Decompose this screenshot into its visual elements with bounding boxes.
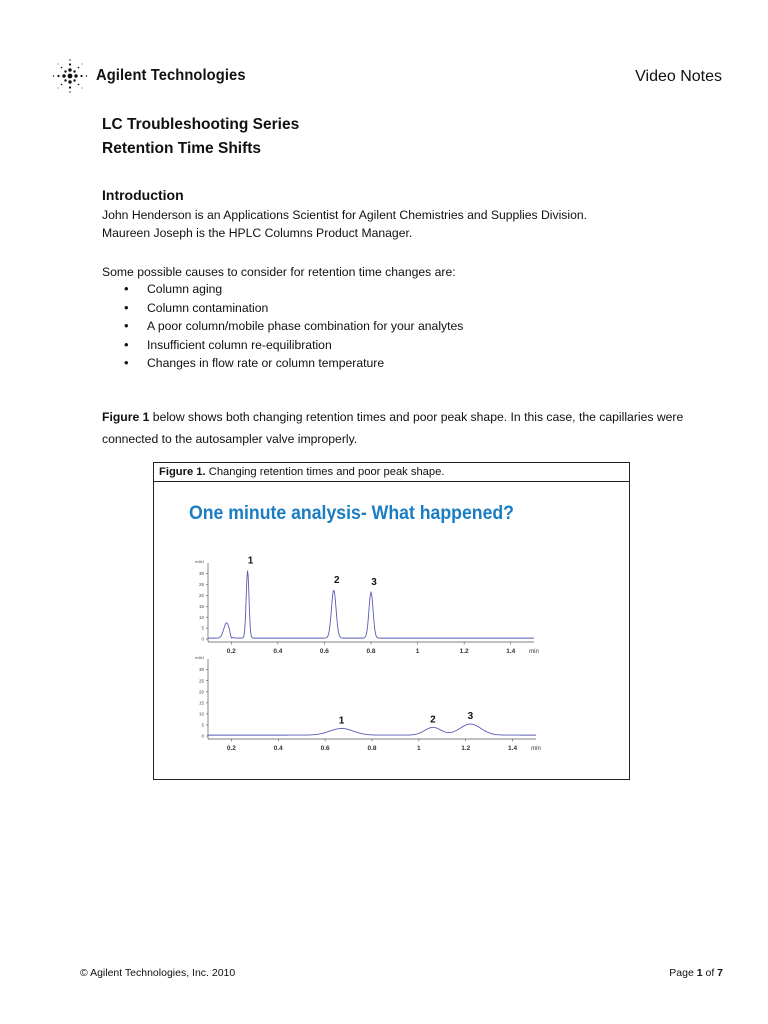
list-item: • Insufficient column re-equilibration [102, 336, 463, 355]
x-tick-label: 1.2 [459, 648, 469, 655]
list-item: • Column contamination [102, 299, 463, 318]
list-item: • A poor column/mobile phase combination for your analytes [102, 317, 463, 336]
y-tick-label: 30 [198, 571, 204, 577]
figure-caption-text: Changing retention times and poor peak shape. [205, 466, 445, 478]
y-tick-label: 20 [198, 592, 204, 598]
footer-copyright: © Agilent Technologies, Inc. 2010 [80, 967, 236, 979]
y-tick-label: 10 [198, 614, 204, 620]
page-current: 1 [696, 967, 703, 979]
x-axis-label: min [529, 649, 539, 655]
of-word: of [702, 967, 718, 979]
x-tick-label: 0.2 [226, 648, 236, 655]
x-tick-label: 0.4 [273, 648, 283, 655]
y-tick-label: 20 [198, 689, 204, 695]
figure-1-box [153, 462, 630, 780]
page-total: 7 [717, 967, 723, 979]
peak-label: 3 [467, 710, 474, 722]
topic-title: Retention Time Shifts [102, 140, 262, 157]
x-tick-label: 0.6 [320, 745, 330, 752]
list-item: • Changes in flow rate or column temperature [102, 354, 463, 373]
figure-heading: One minute analysis- What happened? [189, 503, 514, 524]
list-item: • Column aging [102, 280, 463, 299]
series-trace [208, 724, 536, 735]
x-tick-label: 0.2 [226, 745, 236, 752]
figure-caption-bold: Figure 1. [159, 466, 206, 478]
x-tick-label: 1.4 [508, 745, 518, 752]
page-word: Page [669, 967, 697, 979]
x-tick-label: 1.2 [461, 745, 471, 752]
y-tick-label: 25 [198, 678, 204, 684]
causes-list [102, 280, 463, 373]
x-tick-label: 0.6 [319, 648, 329, 655]
intro-paragraph [102, 206, 587, 242]
x-axis-label: min [531, 746, 541, 752]
figure-reference-paragraph [102, 406, 702, 450]
agilent-spark-icon [50, 58, 90, 94]
figure-ref-bold: Figure 1 [102, 410, 150, 424]
company-name: Agilent Technologies [96, 67, 246, 84]
chromatogram-plots [154, 463, 629, 779]
series-title: LC Troubleshooting Series [102, 116, 300, 133]
intro-line-2: Maureen Joseph is the HPLC Columns Product Manager. [102, 226, 413, 240]
intro-heading: Introduction [102, 187, 184, 203]
y-axis-label: mAU [195, 559, 204, 564]
y-axis-label: mAU [195, 655, 204, 660]
y-tick-label: 15 [198, 700, 204, 706]
causes-lead: Some possible causes to consider for retention time changes are: [102, 265, 456, 279]
y-tick-label: 0 [201, 733, 204, 739]
peak-label: 1 [338, 715, 345, 727]
x-tick-label: 1 [417, 745, 421, 752]
peak-label: 2 [333, 575, 340, 586]
y-tick-label: 5 [201, 722, 204, 728]
y-tick-label: 10 [198, 711, 204, 717]
x-tick-label: 0.4 [273, 745, 283, 752]
x-tick-label: 0.8 [367, 745, 377, 752]
x-tick-label: 1.4 [506, 648, 516, 655]
footer-page-number [669, 967, 723, 979]
intro-line-1: John Henderson is an Applications Scientist for Agilent Chemistries and Supplies Division. [102, 208, 588, 222]
x-tick-label: 0.8 [366, 648, 376, 655]
peak-label: 1 [247, 555, 254, 567]
y-tick-label: 5 [201, 625, 204, 631]
agilent-logo [50, 58, 259, 94]
doc-type-label: Video Notes [635, 68, 722, 85]
peak-label: 3 [371, 577, 377, 589]
y-tick-label: 25 [198, 582, 204, 588]
x-tick-label: 1 [415, 648, 420, 655]
peak-label: 2 [430, 714, 436, 726]
y-tick-label: 0 [201, 636, 204, 642]
y-tick-label: 15 [198, 603, 204, 609]
y-tick-label: 30 [198, 667, 204, 673]
figure-ref-text: below shows both changing retention times and poor peak shape. In this case, the capillaries were connected to the autosampler valve improperly. [102, 410, 684, 446]
